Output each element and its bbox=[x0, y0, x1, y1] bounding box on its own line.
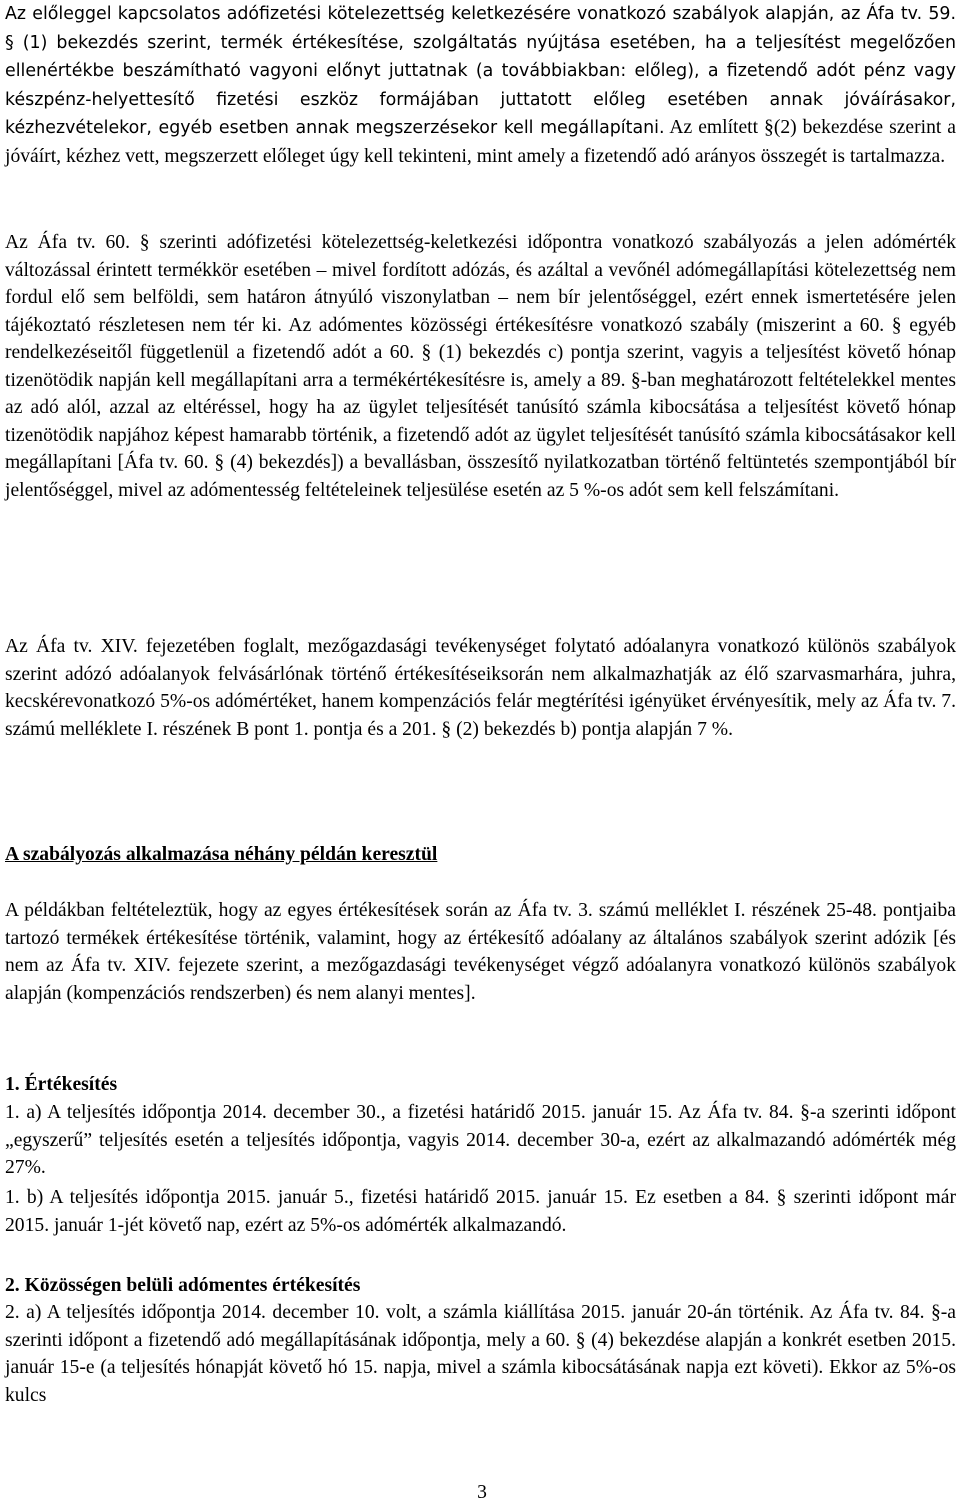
section-heading-examples: A szabályozás alkalmazása néhány példán keresztül bbox=[5, 844, 438, 865]
paragraph-agriculture-chapter-xiv: Az Áfa tv. XIV. fejezetében foglalt, mezőgazdasági tevékenységet folytató adóalanyra vonatkozó különös szabályok szerint adózó adóalanyok felvásárlónak történő értékesítéseiksorán nem alkalmazhatják az élő szarvasmarhára, juhra, kecskérevonatkozó 5%-os adómértéket, hanem kompenzációs felár megtérítési igényüket érvényesítik, mely az Áfa tv. 7. számú melléklete I. részének B pont 1. pontja és a 201. § (2) bekezdés b) pontja alapján 7 %. bbox=[5, 636, 956, 740]
example-1b-text: 1. b) A teljesítés időpontja 2015. január 5., fizetési határidő 2015. január 15. Ez esetben a 84. § szerinti időpont már 2015. január 1-jét követő nap, ezért az 5%-os adómérték alkalmazandó. bbox=[5, 1187, 956, 1236]
example-1-title: 1. Értékesítés bbox=[5, 1074, 118, 1095]
paragraph-advance-payment-rules bbox=[5, 0, 956, 170]
paragraph-example-assumptions: A példákban feltételeztük, hogy az egyes értékesítések során az Áfa tv. 3. számú melléklet I. részének 25-48. pontjaiba tartozó termékek értékesítése történik, valamint, hogy az értékesítő adóalany az általános szabályok szerint adózik [és nem az Áfa tv. XIV. fejezete szerint, a mezőgazdasági tevékenységet végző adóalanyra vonatkozó különös szabályok alapján (kompenzációs rendszerben) és nem alanyi mentes]. bbox=[5, 900, 956, 1004]
example-1a-text: 1. a) A teljesítés időpontja 2014. december 30., a fizetési határidő 2015. január 15. Az Áfa tv. 84. §-a szerinti időpont „egyszerű” teljesítés esetén a teljesítés időpontja, vagyis 2014. december 30-a, ezért az alkalmazandó adómérték még 27%. bbox=[5, 1102, 956, 1178]
page-number: 3 bbox=[477, 1482, 487, 1503]
example-2a-text: 2. a) A teljesítés időpontja 2014. december 10. volt, a számla kiállítása 2015. január 20-án történik. Az Áfa tv. 84. §-a szerinti időpont a fizetendő adó megállapításának időpontja, mely a 60. § (4) bekezdése alapján a konkrét esetben 2015. január 15-e (a teljesítés hónapját követő hó 15. napja, mivel a számla kibocsátásának napja ezt követi). Ekkor az 5%-os kulcs bbox=[5, 1302, 956, 1406]
example-2-title: 2. Közösségen belüli adómentes értékesítés bbox=[5, 1275, 361, 1296]
paragraph-advance-sans-text: Az előleggel kapcsolatos adófizetési kötelezettség keletkezésére vonatkozó szabályok alapján, az Áfa tv. 59. § (1) bekezdés szerint, termék értékesítése, szolgáltatás nyújtása esetében, ha a teljesítést megelőzően ellenértékbe beszámítható vagyoni előnyt juttatnak (a továbbiakban: előleg), a fizetendő adót pénz vagy készpénz-helyettesítő fizetési eszköz formájában juttatott előleg esetében annak jóváírásakor, kézhezvételekor, egyéb esetben annak megszerzésekor kell megállapítani. bbox=[5, 4, 956, 138]
paragraph-tax-obligation-60: Az Áfa tv. 60. § szerinti adófizetési kötelezettség-keletkezési időpontra vonatkozó szabályozás a jelen adómérték változással érintett termékkör esetében – mivel fordított adózás, és azáltal a vevőnél adómegállapítási kötelezettség nem fordul elő sem belföldi, sem határon átnyúló viszonylatban – nem bír jelentőséggel, ezért ennek ismertetésére jelen tájékoztató részletesen nem tér ki. Az adómentes közösségi értékesítésre vonatkozó szabály (miszerint a 60. § egyéb rendelkezéseitől függetlenül a fizetendő adót a 60. § (1) bekezdés c) pontja szerint, vagyis a teljesítést követő hónap tizenötödik napján kell megállapítani arra a termékértékesítésre is, amely a 89. §-ban meghatározott feltételekkel mentes az adó alól, azzal az eltéréssel, hogy ha az ügylet teljesítését tanúsító számla kibocsátása a teljesítést követő hónap tizenötödik napjához képest hamarabb történik, a fizetendő adót az ügylet teljesítését tanúsító számla kibocsátásakor kell megállapítani [Áfa tv. 60. § (4) bekezdés]) a bevallásban, összesítő nyilatkozatban történő feltüntetés szempontjából bír jelentőséggel, mivel az adómentesség feltételeinek teljesülése esetén az 5 %-os adót sem kell felszámítani. bbox=[5, 232, 956, 501]
paragraph-advance-serif-text: Az említett §(2) bekezdése szerint a jóváírt, kézhez vett, megszerzett előleget úgy kell tekinteni, mint amely a fizetendő adó arányos összegét is tartalmazza. bbox=[5, 117, 956, 167]
